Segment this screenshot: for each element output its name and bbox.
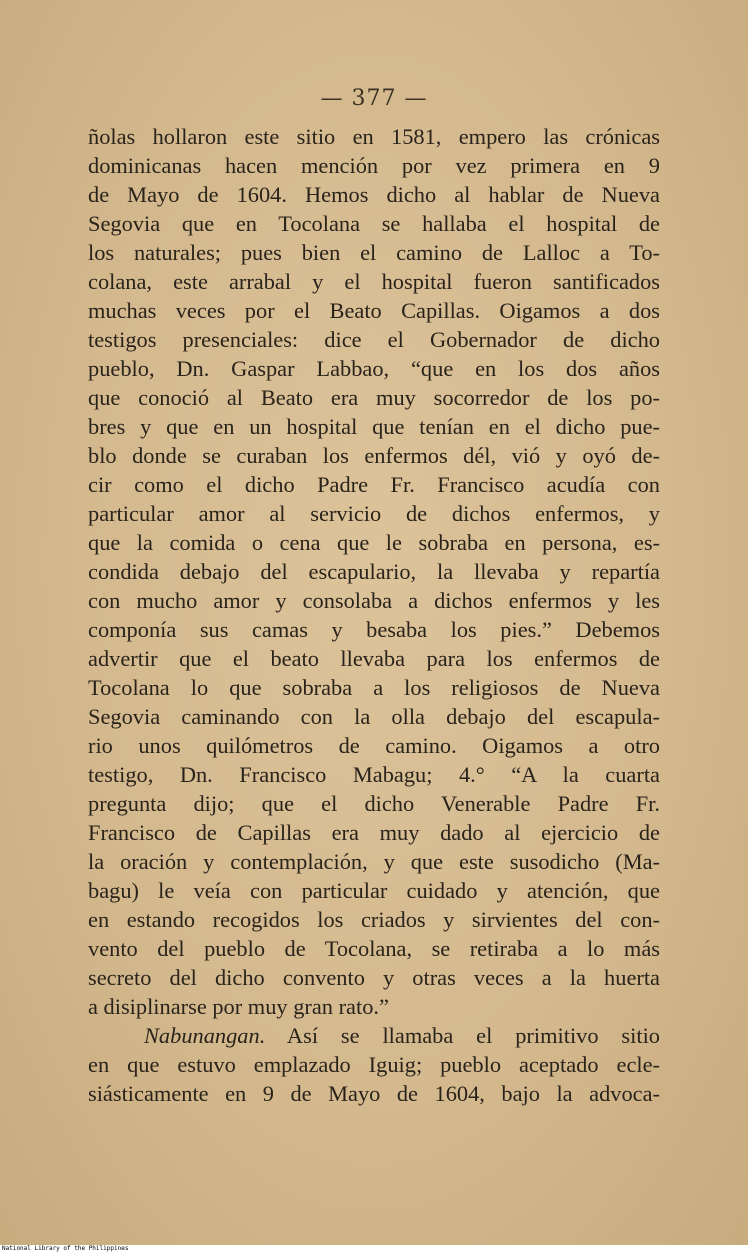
text-line: con mucho amor y consolaba a dichos enfermos y les <box>88 588 660 613</box>
text-line: Segovia que en Tocolana se hallaba el hospital de <box>88 211 660 236</box>
text-line: condida debajo del escapulario, la llevaba y repartía <box>88 559 660 584</box>
text-line: la oración y contemplación, y que este susodicho (Ma- <box>88 849 660 874</box>
text-line: pueblo, Dn. Gaspar Labbao, “que en los dos años <box>88 356 660 381</box>
text-line: blo donde se curaban los enfermos dél, vió y oyó de- <box>88 443 660 468</box>
text-line: los naturales; pues bien el camino de Lalloc a To- <box>88 240 660 265</box>
text-line: que conoció al Beato era muy socorredor de los po- <box>88 385 660 410</box>
text-line: colana, este arrabal y el hospital fueron santificados <box>88 269 660 294</box>
text-line: muchas veces por el Beato Capillas. Oigamos a dos <box>88 298 660 323</box>
line-text: Así se llamaba el primitivo sitio <box>265 1023 660 1048</box>
text-line: advertir que el beato llevaba para los enfermos de <box>88 646 660 671</box>
text-line: componía sus camas y besaba los pies.” Debemos <box>88 617 660 642</box>
text-line <box>88 1021 660 1050</box>
text-line: bres y que en un hospital que tenían en el dicho pue- <box>88 414 660 439</box>
text-line: Segovia caminando con la olla debajo del escapula- <box>88 704 660 729</box>
footer-bar <box>0 1245 748 1253</box>
text-line: siásticamente en 9 de Mayo de 1604, bajo la advoca- <box>88 1081 660 1106</box>
text-line: vento del pueblo de Tocolana, se retiraba a lo más <box>88 936 660 961</box>
text-line: particular amor al servicio de dichos enfermos, y <box>88 501 660 526</box>
text-line: rio unos quilómetros de camino. Oigamos a otro <box>88 733 660 758</box>
text-line: que la comida o cena que le sobraba en persona, es- <box>88 530 660 555</box>
text-line: a disiplinarse por muy gran rato.” <box>88 994 389 1019</box>
footer-credit: National Library of the Philippines <box>2 1245 129 1252</box>
text-line: ñolas hollaron este sitio en 1581, empero las crónicas <box>88 124 660 149</box>
text-line: en que estuvo emplazado Iguig; pueblo aceptado ecle- <box>88 1052 660 1077</box>
text-line: cir como el dicho Padre Fr. Francisco acudía con <box>88 472 660 497</box>
paragraph-2 <box>88 1021 660 1108</box>
text-line: pregunta dijo; que el dicho Venerable Padre Fr. <box>88 791 660 816</box>
text-line: testigos presenciales: dice el Gobernador de dicho <box>88 327 660 352</box>
page-number: — 377 — <box>320 86 428 111</box>
text-line: dominicanas hacen mención por vez primera en 9 <box>88 153 660 178</box>
body-text <box>88 122 660 1108</box>
text-line: testigo, Dn. Francisco Mabagu; 4.° “A la cuarta <box>88 762 660 787</box>
place-name: Nabunangan. <box>144 1023 266 1048</box>
text-line: Francisco de Capillas era muy dado al ejercicio de <box>88 820 660 845</box>
text-line: de Mayo de 1604. Hemos dicho al hablar de Nueva <box>88 182 660 207</box>
text-line: secreto del dicho convento y otras veces a la huerta <box>88 965 660 990</box>
text-line: bagu) le veía con particular cuidado y atención, que <box>88 878 660 903</box>
text-line: Tocolana lo que sobraba a los religiosos de Nueva <box>88 675 660 700</box>
text-line: en estando recogidos los criados y sirvientes del con- <box>88 907 660 932</box>
paragraph-1 <box>88 122 660 1021</box>
